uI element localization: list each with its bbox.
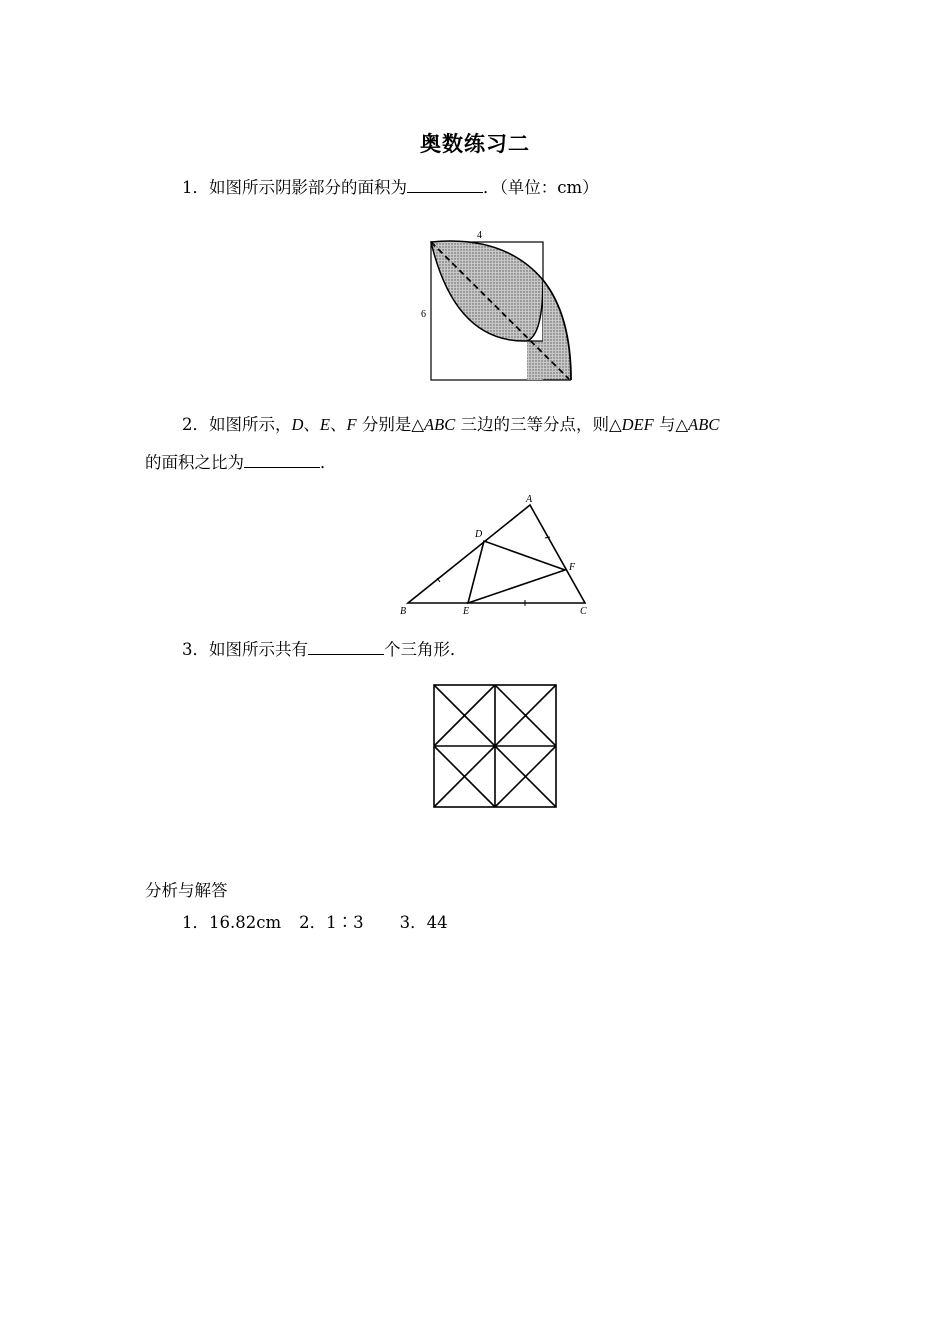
label-b: B <box>400 606 407 617</box>
label-f: F <box>569 562 576 573</box>
shaded-leaf <box>431 241 543 341</box>
question-1 <box>182 174 599 198</box>
answer-blank <box>244 451 320 468</box>
label-height: 6 <box>421 309 426 320</box>
label-width: 4 <box>477 230 482 241</box>
answer-3: 3．44 <box>399 913 448 932</box>
answer-1: 1．16.82cm <box>182 913 282 932</box>
label-c: C <box>580 606 587 617</box>
question-number: 3． <box>182 640 209 659</box>
triangle-abc <box>408 505 585 603</box>
question-text: 如图所示， <box>209 415 292 434</box>
separator: 、 <box>303 415 320 434</box>
question-2-line-2 <box>145 449 337 473</box>
question-text: 三边的三等分点，则△ <box>455 415 622 434</box>
question-text: 如图所示共有 <box>209 640 308 659</box>
triangle-def <box>468 541 565 603</box>
question-3 <box>182 636 467 660</box>
label-e: E <box>463 606 470 617</box>
question-text: 的面积之比为 <box>145 453 244 472</box>
question-text: 与△ <box>653 415 689 434</box>
figure-3-grid <box>430 681 560 811</box>
point-d-text: D <box>291 415 304 434</box>
triangle-def-text: DEF <box>621 415 654 434</box>
figure-2-triangle <box>395 490 600 620</box>
question-text-tail: 个三角形． <box>384 640 467 659</box>
question-2-line-1 <box>182 411 719 435</box>
answer-2: 2．1∶3 <box>299 913 364 932</box>
answer-blank <box>308 638 384 655</box>
question-number: 2． <box>182 415 209 434</box>
label-d: D <box>475 529 483 540</box>
triangle-abc-text: ABC <box>424 415 456 434</box>
answer-blank <box>407 176 483 193</box>
page-title: 奥数练习二 <box>420 131 530 156</box>
question-number: 1． <box>182 178 209 197</box>
question-text-tail: ． <box>320 453 337 472</box>
triangle-abc-text: ABC <box>688 415 720 434</box>
point-f-text: F <box>346 415 357 434</box>
question-text: 如图所示阴影部分的面积为 <box>209 178 407 197</box>
point-e-text: E <box>319 415 331 434</box>
question-text-tail: ．（单位：cm） <box>483 178 599 197</box>
answers-heading: 分析与解答 <box>145 881 228 900</box>
question-text: 分别是△ <box>356 415 425 434</box>
separator: 、 <box>330 415 347 434</box>
figure-1-shaded-leaf <box>415 225 585 390</box>
label-a: A <box>526 494 533 505</box>
answers-line <box>182 909 448 933</box>
